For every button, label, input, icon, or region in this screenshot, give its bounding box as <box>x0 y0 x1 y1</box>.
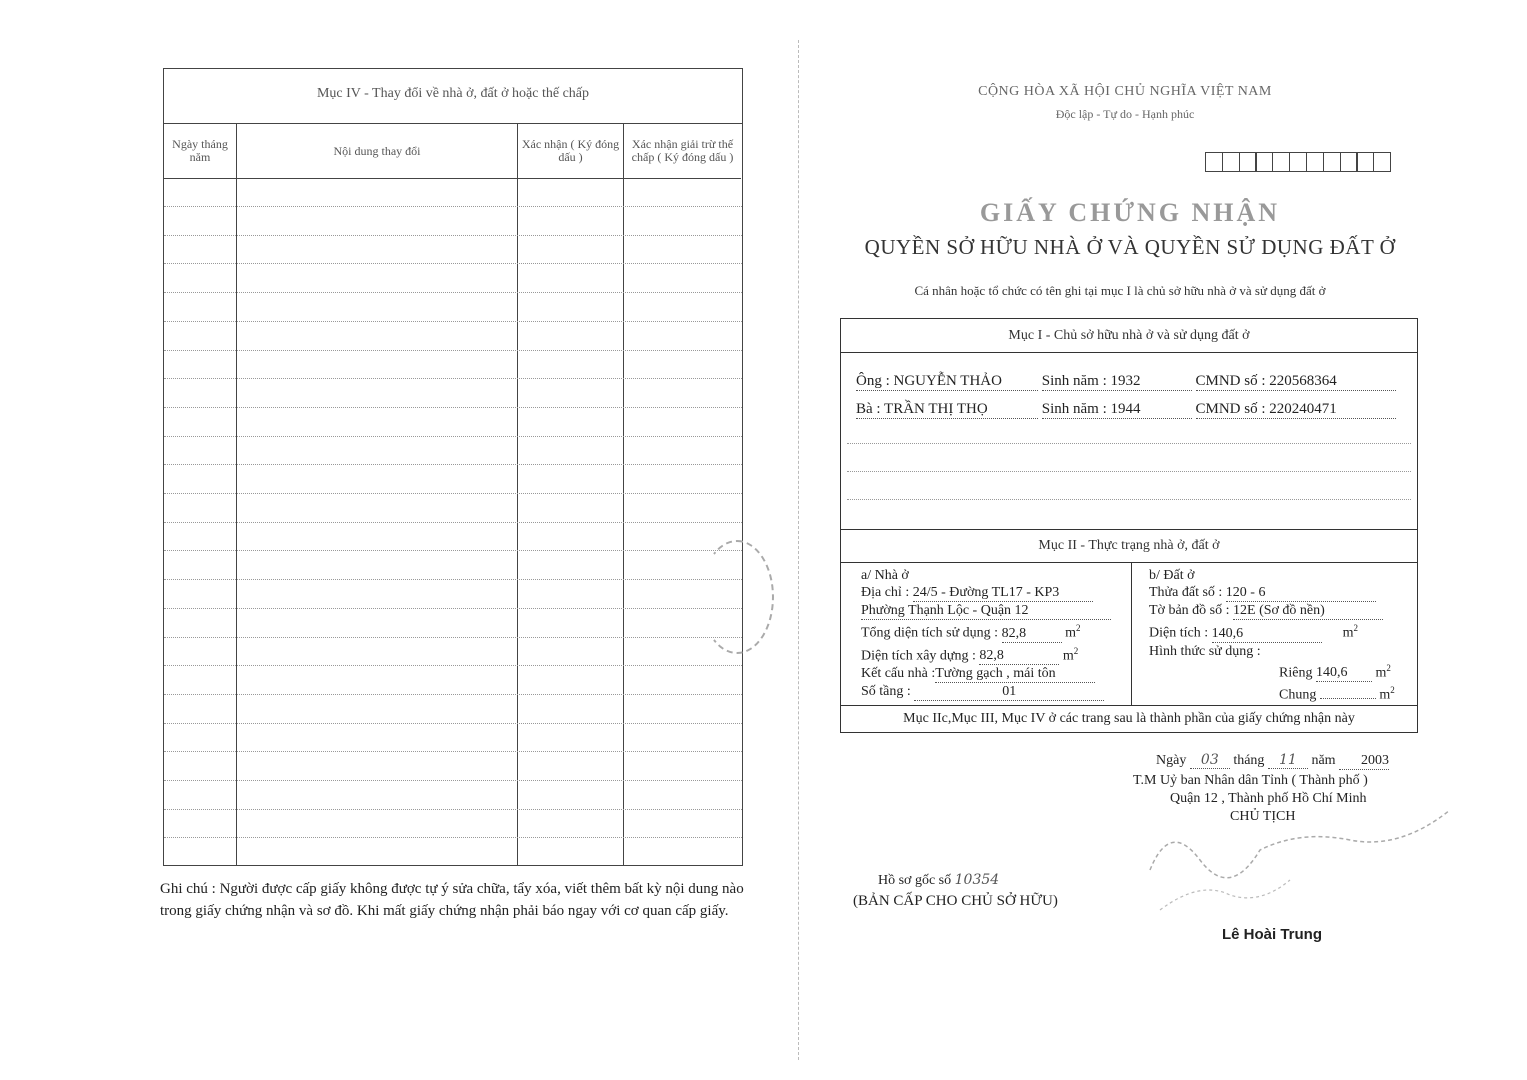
table-row <box>164 522 742 523</box>
note-text: Ghi chú : Người được cấp giấy không được tự ý sửa chữa, tẩy xóa, viết thêm bất kỳ nội dung nào trong giấy chứng nhận và sơ đồ. Khi mất giấy chứng nhận phải báo ngay với cơ quan cấp giấy. <box>160 881 744 919</box>
map-value: 12E (Sơ đồ nền) <box>1233 602 1383 620</box>
owner2-name: Bà : TRẦN THỊ THỌ <box>856 401 1038 419</box>
land-area-label: Diện tích : <box>1149 625 1209 641</box>
table-row <box>164 694 742 695</box>
cert-title: GIẤY CHỨNG NHẬN <box>979 198 1281 227</box>
motto: Độc lập - Tự do - Hạnh phúc <box>1055 107 1195 121</box>
col-content-header: Nội dung thay đổi <box>237 124 518 179</box>
date-year-label: năm <box>1311 753 1336 768</box>
unit-sup: 2 <box>1075 623 1081 633</box>
issue-date <box>1156 752 1389 770</box>
section-footer-note: Mục IIc,Mục III, Mục IV ở các trang sau là thành phần của giấy chứng nhận này <box>903 711 1355 726</box>
shared-value <box>1320 698 1376 699</box>
page-fold <box>798 40 799 1060</box>
table-row <box>164 235 742 236</box>
unit-sup: 2 <box>1390 685 1395 696</box>
col-divider <box>1131 562 1132 705</box>
col-release-header: Xác nhận giải trừ thế chấp ( Ký đóng dấu ) <box>624 124 741 179</box>
build-area-value: 82,8 <box>979 647 1059 665</box>
blank-line <box>847 443 1411 444</box>
date-month-label: tháng <box>1233 753 1265 768</box>
floors-label: Số tầng : <box>861 684 911 700</box>
house-heading: a/ Nhà ở <box>861 568 909 583</box>
table-row <box>164 608 742 609</box>
table-row <box>164 751 742 752</box>
col-confirm-header: Xác nhận ( Ký đóng dấu ) <box>518 124 624 179</box>
table-row <box>164 407 742 408</box>
serial-boxes <box>1205 152 1390 172</box>
signer-name: Lê Hoài Trung <box>1222 926 1323 943</box>
nation-name: CỘNG HÒA XÃ HỘI CHỦ NGHĨA VIỆT NAM <box>978 84 1272 99</box>
unit-sup: 2 <box>1386 662 1391 673</box>
section-status <box>840 529 1418 706</box>
owner2-birth: Sinh năm : 1944 <box>1042 401 1192 419</box>
unit-sup: 2 <box>1073 645 1079 656</box>
table-row <box>164 378 742 379</box>
owner-1 <box>856 373 1396 391</box>
owner1-id: CMND số : 220568364 <box>1196 373 1396 391</box>
partial-stamp <box>700 540 774 654</box>
table-row <box>164 321 742 322</box>
structure-label: Kết cấu nhà : <box>861 666 936 682</box>
table-row <box>164 292 742 293</box>
date-prefix: Ngày <box>1156 753 1187 768</box>
blank-line <box>847 499 1411 500</box>
table-row <box>164 809 742 810</box>
owner2-id: CMND số : 220240471 <box>1196 401 1396 419</box>
signature-scribble <box>1140 800 1470 940</box>
house-block <box>861 567 1111 701</box>
address-label: Địa chỉ : <box>861 585 910 600</box>
private-label: Riêng <box>1279 665 1313 681</box>
private-value: 140,6 <box>1316 664 1372 682</box>
shared-label: Chung <box>1279 687 1317 703</box>
table-row <box>164 780 742 781</box>
address-line2: Phường Thạnh Lộc - Quận 12 <box>861 602 1111 620</box>
plot-label: Thửa đất số : <box>1149 585 1223 600</box>
changes-table <box>163 68 743 866</box>
authority-line1: T.M Uỷ ban Nhân dân Tỉnh ( Thành phố ) <box>1133 773 1368 788</box>
owner1-birth: Sinh năm : 1932 <box>1042 373 1192 391</box>
table-row <box>164 350 742 351</box>
section-footer <box>840 705 1418 733</box>
table-row <box>164 723 742 724</box>
table-row <box>164 263 742 264</box>
unit: m <box>1342 625 1354 641</box>
unit: m <box>1062 648 1074 664</box>
unit-sup: 2 <box>1353 623 1358 633</box>
structure-value: Tường gạch , mái tôn <box>935 665 1095 683</box>
table-row <box>164 837 742 838</box>
owner1-name: Ông : NGUYỄN THẢO <box>856 373 1038 391</box>
table-row <box>164 550 742 551</box>
floors-value: 01 <box>914 683 1104 701</box>
land-area-value: 140,6 <box>1212 625 1322 643</box>
record-number <box>878 872 999 889</box>
copy-note: (BẢN CẤP CHO CHỦ SỞ HỮU) <box>853 893 1058 909</box>
authority-line2: Quận 12 , Thành phố Hồ Chí Minh <box>1170 791 1367 806</box>
date-month: 11 <box>1268 752 1308 769</box>
table-row <box>164 464 742 465</box>
table-row <box>164 637 742 638</box>
section-owners-title: Mục I - Chủ sở hữu nhà ở và sử dụng đất ở <box>841 319 1417 353</box>
use-form-label: Hình thức sử dụng : <box>1149 643 1261 659</box>
section-owners <box>840 318 1418 530</box>
table-row <box>164 436 742 437</box>
table-row <box>164 579 742 580</box>
section-status-title: Mục II - Thực trạng nhà ở, đất ở <box>841 529 1417 563</box>
total-area-label: Tổng diện tích sử dụng : <box>861 625 999 641</box>
table-row <box>164 206 742 207</box>
owner-2 <box>856 401 1396 419</box>
date-day: 03 <box>1190 752 1230 769</box>
record-label: Hồ sơ gốc số <box>878 873 952 888</box>
unit: m <box>1379 687 1391 703</box>
authority-title: CHỦ TỊCH <box>1230 809 1296 824</box>
date-year: 2003 <box>1339 753 1389 770</box>
cert-intro: Cá nhân hoặc tổ chức có tên ghi tại mục I là chủ sở hữu nhà ở và sử dụng đất ở <box>914 283 1326 298</box>
blank-line <box>847 471 1411 472</box>
address-value: 24/5 - Đường TL17 - KP3 <box>913 584 1093 602</box>
unit: m <box>1065 625 1076 641</box>
map-label: Tờ bản đồ số : <box>1149 603 1230 618</box>
unit: m <box>1375 665 1387 681</box>
changes-table-title: Mục IV - Thay đổi về nhà ở, đất ở hoặc thế chấp <box>164 69 742 124</box>
plot-value: 120 - 6 <box>1226 584 1376 602</box>
col-date-header: Ngày tháng năm <box>164 124 237 179</box>
build-area-label: Diện tích xây dựng : <box>861 648 976 664</box>
land-block <box>1149 567 1395 704</box>
land-heading: b/ Đất ở <box>1149 568 1195 583</box>
total-area-value: 82,8 <box>1002 625 1062 643</box>
cert-subtitle: QUYỀN SỞ HỮU NHÀ Ở VÀ QUYỀN SỬ DỤNG ĐẤT Ở <box>864 235 1396 259</box>
record-value: 10354 <box>954 872 1000 888</box>
table-row <box>164 493 742 494</box>
table-row <box>164 665 742 666</box>
